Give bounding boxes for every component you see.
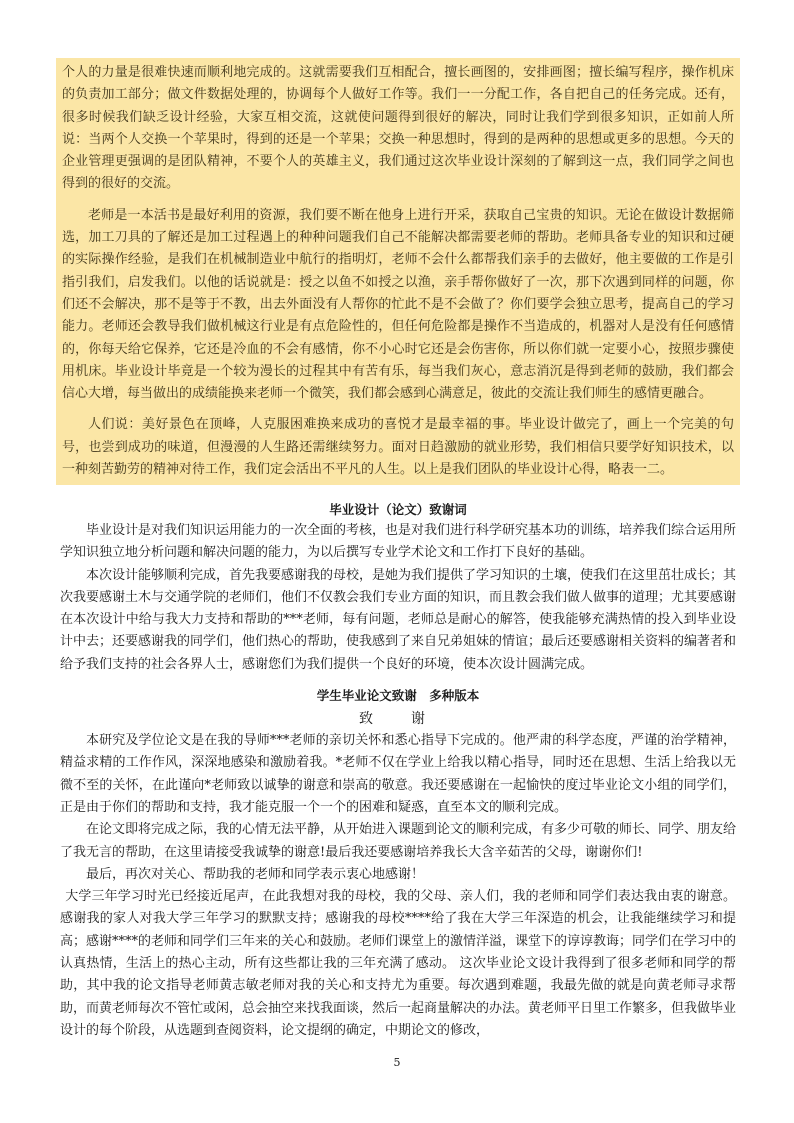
- highlight-paragraph-conclusion: 人们说：美好景色在顶峰，人克服困难换来成功的喜悦才是最幸福的事。毕业设计做完了，画上一个完美的句号，也尝到成功的味道，但漫漫的人生路还需继续努力。面对日趋激励的就业形势，我们相信只要学好知识技术，以一种刻苦勤劳的精神对待工作，我们定会活出不平凡的人生。以上是我们团队的毕业设计心得，略表一二。: [62, 417, 734, 478]
- paragraph: 在论文即将完成之际，我的心情无法平静，从开始进入课题到论文的顺利完成，有多少可敬的师长、同学、朋友给了我无言的帮助，在这里请接受我诚挚的谢意!最后我还要感谢培养我长大含辛茹苦的父母，谢谢你们!: [60, 822, 737, 860]
- paragraph: 大学三年学习时光已经接近尾声，在此我想对我的母校，我的父母、亲人们，我的老师和同学们表达我由衷的谢意。感谢我的家人对我大学三年学习的默默支持；感谢我的母校****给了我在大学三年深造的机会，让我能继续学习和提高；感谢****的老师和同学们三年来的关心和鼓励。老师们课堂上的激情洋溢，课堂下的谆谆教诲；同学们在学习中的认真热情，生活上的热心主动，所有这些都让我的三年充满了感动。 这次毕业论文设计我得到了很多老师和同学的帮助，其中我的论文指导老师黄志敏老师对我的关心和支持尤为重要。每次遇到难题，我最先做的就是向黄老师寻求帮助，而黄老师每次不管忙或闲，总会抽空来找我面谈，然后一起商量解决的办法。黄老师平日里工作繁多，但我做毕业设计的每个阶段，从选题到查阅资料，论文提纲的确定，中期论文的修改，: [60, 889, 737, 1038]
- paragraph: 本次设计能够顺利完成，首先我要感谢我的母校，是她为我们提供了学习知识的土壤，使我们在这里茁壮成长；其次我要感谢土木与交通学院的老师们，他们不仅教会我们专业方面的知识，而且教会我们做人做事的道理；尤其要感谢在本次设计中给与我大力支持和帮助的***老师，每有问题，老师总是耐心的解答，使我能够充满热情的投入到毕业设计中去；还要感谢我的同学们，他们热心的帮助，使我感到了来自兄弟姐妹的情谊；最后还要感谢相关资料的编著者和给予我们支持的社会各界人士，感谢您们为我们提供一个良好的环境，使本次设计圆满完成。: [60, 567, 737, 672]
- section-title-acknowledgement-speech: 毕业设计（论文）致谢词: [329, 502, 467, 517]
- paragraph: 毕业设计是对我们知识运用能力的一次全面的考核，也是对我们进行科学研究基本功的训练，培养我们综合运用所学知识独立地分析问题和解决问题的能力，为以后撰写专业学术论文和工作打下良好的基础。: [60, 523, 737, 561]
- highlight-paragraph-teamwork: 个人的力量是很难快速而顺利地完成的。这就需要我们互相配合，擅长画图的，安排画图；擅长编写程序，操作机床的负责加工部分；做文件数据处理的，协调每个人做好工作等。我们一一分配工作，各自把自己的任务完成。还有，很多时候我们缺乏设计经验，大家互相交流，这就使问题得到很好的解决，同时让我们学到很多知识，正如前人所说：当两个人交换一个苹果时，得到的还是一个苹果；交换一种思想时，得到的是两种的思想或更多的思想。今天的企业管理更强调的是团队精神，不要个人的英雄主义，我们通过这次毕业设计深刻的了解到这一点，我们同学之间也得到的很好的交流。: [62, 65, 734, 192]
- main-content: [60, 490, 736, 1042]
- paragraph: 最后，再次对关心、帮助我的老师和同学表示衷心地感谢！: [86, 866, 425, 882]
- highlighted-excerpt: [56, 58, 740, 485]
- paragraph: 本研究及学位论文是在我的导师***老师的亲切关怀和悉心指导下完成的。他严肃的科学态度，严谨的治学精神，精益求精的工作作风，深深地感染和激励着我。*老师不仅在学业上给我以精心指导，同时还在思想、生活上给我以无微不至的关怀，在此谨向*老师致以诚挚的谢意和崇高的敬意。我还要感谢在一起愉快的度过毕业论文小组的同学们，正是由于你们的帮助和支持，我才能克服一个一个的困难和疑惑，直至本文的顺利完成。: [60, 733, 736, 815]
- highlight-paragraph-teacher: 老师是一本活书是最好利用的资源，我们要不断在他身上进行开采，获取自己宝贵的知识。无论在做设计数据筛选，加工刀具的了解还是加工过程遇上的种种问题我们自己不能解决都需要老师的帮助。老师具备专业的知识和过硬的实际操作经验，是我们在机械制造业中航行的指明灯，老师不会什么都帮我们亲手的去做好，他主要做的工作是引指引我们，启发我们。以他的话说就是：授之以鱼不如授之以渔，亲手帮你做好了一次，那下次遇到同样的问题，你们还不会解决，那不是等于不教，出去外面没有人帮你的忙此不是不会做了？你们要学会独立思考，提高自己的学习能力。老师还会教导我们做机械这行业是有点危险性的，但任何危险都是操作不当造成的，机器对人是没有任何感情的，你每天给它保养，它还是冷血的不会有感情，你不小心时它还是会伤害你，所以你们就一定要小心，按照步骤使用机床。毕业设计毕竟是一个较为漫长的过程其中有苦有乐，每当我们灰心，意志消沉是得到老师的鼓励，我们都会信心大增，每当做出的成绩能换来老师一个微笑，我们都会感到心满意足，彼此的交流让我们师生的感情更融合。: [62, 207, 734, 402]
- page-number: 5: [393, 1056, 401, 1069]
- acknowledgement-heading: 致 谢: [359, 711, 437, 728]
- section-title-thesis-acknowledgement-versions: 学生毕业论文致谢 多种版本: [316, 688, 480, 704]
